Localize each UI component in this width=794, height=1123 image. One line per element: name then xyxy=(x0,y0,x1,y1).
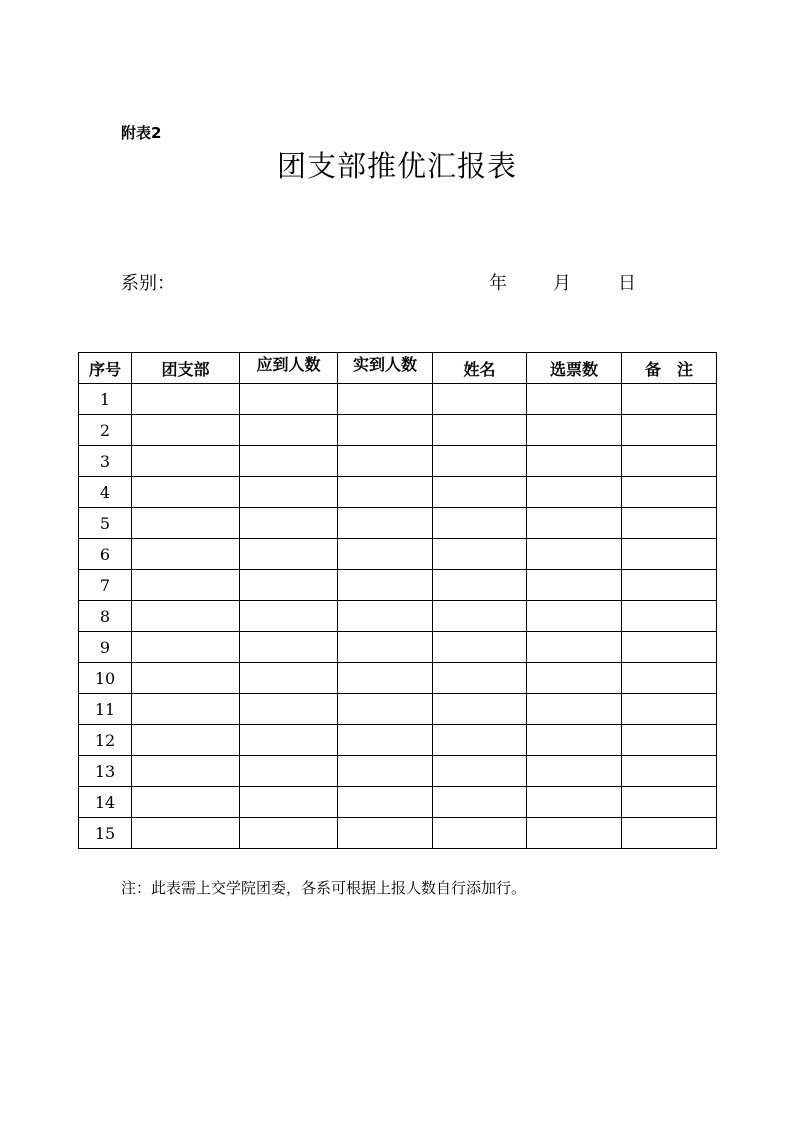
empty-cell[interactable] xyxy=(527,601,622,632)
table-row xyxy=(79,663,717,694)
row-index-cell: 13 xyxy=(79,756,132,787)
empty-cell[interactable] xyxy=(132,694,240,725)
empty-cell[interactable] xyxy=(433,694,527,725)
row-index-cell: 14 xyxy=(79,787,132,818)
table-row xyxy=(79,818,717,849)
footnote: 注：此表需上交学院团委，各系可根据上报人数自行添加行。 xyxy=(121,879,527,897)
empty-cell[interactable] xyxy=(527,632,622,663)
empty-cell[interactable] xyxy=(527,818,622,849)
empty-cell[interactable] xyxy=(240,601,338,632)
empty-cell[interactable] xyxy=(240,694,338,725)
empty-cell[interactable] xyxy=(433,787,527,818)
empty-cell[interactable] xyxy=(240,725,338,756)
empty-cell[interactable] xyxy=(240,787,338,818)
row-index-cell: 12 xyxy=(79,725,132,756)
empty-cell[interactable] xyxy=(433,632,527,663)
page-title: 团支部推优汇报表 xyxy=(276,149,517,183)
attachment-label: 附表2 xyxy=(121,124,162,142)
empty-cell[interactable] xyxy=(433,508,527,539)
empty-cell[interactable] xyxy=(622,663,717,694)
empty-cell[interactable] xyxy=(338,446,433,477)
empty-cell[interactable] xyxy=(132,539,240,570)
empty-cell[interactable] xyxy=(527,663,622,694)
empty-cell[interactable] xyxy=(338,663,433,694)
row-index-cell: 2 xyxy=(79,415,132,446)
table-row xyxy=(79,477,717,508)
empty-cell[interactable] xyxy=(338,477,433,508)
empty-cell[interactable] xyxy=(527,694,622,725)
empty-cell[interactable] xyxy=(132,663,240,694)
row-index-cell: 7 xyxy=(79,570,132,601)
empty-cell[interactable] xyxy=(622,787,717,818)
empty-cell[interactable] xyxy=(433,725,527,756)
table-row xyxy=(79,539,717,570)
row-index-cell: 8 xyxy=(79,601,132,632)
empty-cell[interactable] xyxy=(622,694,717,725)
empty-cell[interactable] xyxy=(240,415,338,446)
empty-cell[interactable] xyxy=(338,570,433,601)
empty-cell[interactable] xyxy=(338,539,433,570)
row-index-cell: 4 xyxy=(79,477,132,508)
empty-cell[interactable] xyxy=(433,415,527,446)
row-index-cell: 11 xyxy=(79,694,132,725)
table-header-row xyxy=(79,353,717,384)
empty-cell[interactable] xyxy=(527,725,622,756)
row-index-cell: 6 xyxy=(79,539,132,570)
empty-cell[interactable] xyxy=(622,570,717,601)
empty-cell[interactable] xyxy=(527,539,622,570)
row-index-cell: 3 xyxy=(79,446,132,477)
column-header-votes: 选票数 xyxy=(527,353,622,384)
table-row xyxy=(79,632,717,663)
empty-cell[interactable] xyxy=(338,508,433,539)
table-row xyxy=(79,384,717,415)
empty-cell[interactable] xyxy=(132,446,240,477)
empty-cell[interactable] xyxy=(132,756,240,787)
empty-cell[interactable] xyxy=(622,508,717,539)
day-label: 日 xyxy=(618,273,636,294)
empty-cell[interactable] xyxy=(240,570,338,601)
department-label: 系别： xyxy=(121,273,175,294)
empty-cell[interactable] xyxy=(622,415,717,446)
row-index-cell: 15 xyxy=(79,818,132,849)
column-header-index: 序号 xyxy=(79,353,132,384)
empty-cell[interactable] xyxy=(338,694,433,725)
empty-cell[interactable] xyxy=(240,446,338,477)
column-header-expected-count xyxy=(240,353,338,384)
empty-cell[interactable] xyxy=(622,756,717,787)
empty-cell[interactable] xyxy=(240,508,338,539)
empty-cell[interactable] xyxy=(240,632,338,663)
empty-cell[interactable] xyxy=(240,539,338,570)
empty-cell[interactable] xyxy=(433,570,527,601)
empty-cell[interactable] xyxy=(527,384,622,415)
empty-cell[interactable] xyxy=(240,818,338,849)
empty-cell[interactable] xyxy=(132,508,240,539)
year-label: 年 xyxy=(489,273,507,294)
table-row xyxy=(79,694,717,725)
empty-cell[interactable] xyxy=(240,663,338,694)
row-index-cell: 1 xyxy=(79,384,132,415)
table-row xyxy=(79,570,717,601)
empty-cell[interactable] xyxy=(433,818,527,849)
empty-cell[interactable] xyxy=(132,632,240,663)
empty-cell[interactable] xyxy=(132,601,240,632)
table-row xyxy=(79,725,717,756)
table-row xyxy=(79,787,717,818)
empty-cell[interactable] xyxy=(622,725,717,756)
row-index-cell: 5 xyxy=(79,508,132,539)
empty-cell[interactable] xyxy=(622,446,717,477)
empty-cell[interactable] xyxy=(132,725,240,756)
empty-cell[interactable] xyxy=(338,384,433,415)
table-row xyxy=(79,446,717,477)
column-header-expected-count-text: 应到人数 xyxy=(256,354,321,374)
empty-cell[interactable] xyxy=(622,477,717,508)
table-row xyxy=(79,601,717,632)
empty-cell[interactable] xyxy=(132,384,240,415)
empty-cell[interactable] xyxy=(433,756,527,787)
empty-cell[interactable] xyxy=(240,384,338,415)
column-header-actual-count xyxy=(338,353,433,384)
empty-cell[interactable] xyxy=(622,384,717,415)
empty-cell[interactable] xyxy=(240,477,338,508)
empty-cell[interactable] xyxy=(433,477,527,508)
column-header-remarks: 备 注 xyxy=(622,353,717,384)
table-row xyxy=(79,756,717,787)
empty-cell[interactable] xyxy=(338,601,433,632)
empty-cell[interactable] xyxy=(132,787,240,818)
table-row xyxy=(79,508,717,539)
report-table xyxy=(78,352,717,849)
empty-cell[interactable] xyxy=(132,477,240,508)
empty-cell[interactable] xyxy=(527,756,622,787)
empty-cell[interactable] xyxy=(622,539,717,570)
empty-cell[interactable] xyxy=(527,570,622,601)
empty-cell[interactable] xyxy=(527,787,622,818)
empty-cell[interactable] xyxy=(527,446,622,477)
empty-cell[interactable] xyxy=(433,601,527,632)
empty-cell[interactable] xyxy=(622,818,717,849)
empty-cell[interactable] xyxy=(433,446,527,477)
empty-cell[interactable] xyxy=(240,756,338,787)
empty-cell[interactable] xyxy=(338,415,433,446)
row-index-cell: 9 xyxy=(79,632,132,663)
column-header-branch: 团支部 xyxy=(132,353,240,384)
month-label: 月 xyxy=(553,273,571,294)
empty-cell[interactable] xyxy=(338,818,433,849)
empty-cell[interactable] xyxy=(527,508,622,539)
table-body xyxy=(79,384,717,849)
table-row xyxy=(79,415,717,446)
empty-cell[interactable] xyxy=(132,570,240,601)
empty-cell[interactable] xyxy=(338,632,433,663)
column-header-name: 姓名 xyxy=(433,353,527,384)
empty-cell[interactable] xyxy=(622,601,717,632)
empty-cell[interactable] xyxy=(433,384,527,415)
empty-cell[interactable] xyxy=(433,663,527,694)
row-index-cell: 10 xyxy=(79,663,132,694)
empty-cell[interactable] xyxy=(527,477,622,508)
empty-cell[interactable] xyxy=(622,632,717,663)
empty-cell[interactable] xyxy=(338,787,433,818)
empty-cell[interactable] xyxy=(527,415,622,446)
empty-cell[interactable] xyxy=(433,539,527,570)
empty-cell[interactable] xyxy=(338,725,433,756)
empty-cell[interactable] xyxy=(338,756,433,787)
column-header-actual-count-text: 实到人数 xyxy=(352,354,417,374)
empty-cell[interactable] xyxy=(132,818,240,849)
empty-cell[interactable] xyxy=(132,415,240,446)
